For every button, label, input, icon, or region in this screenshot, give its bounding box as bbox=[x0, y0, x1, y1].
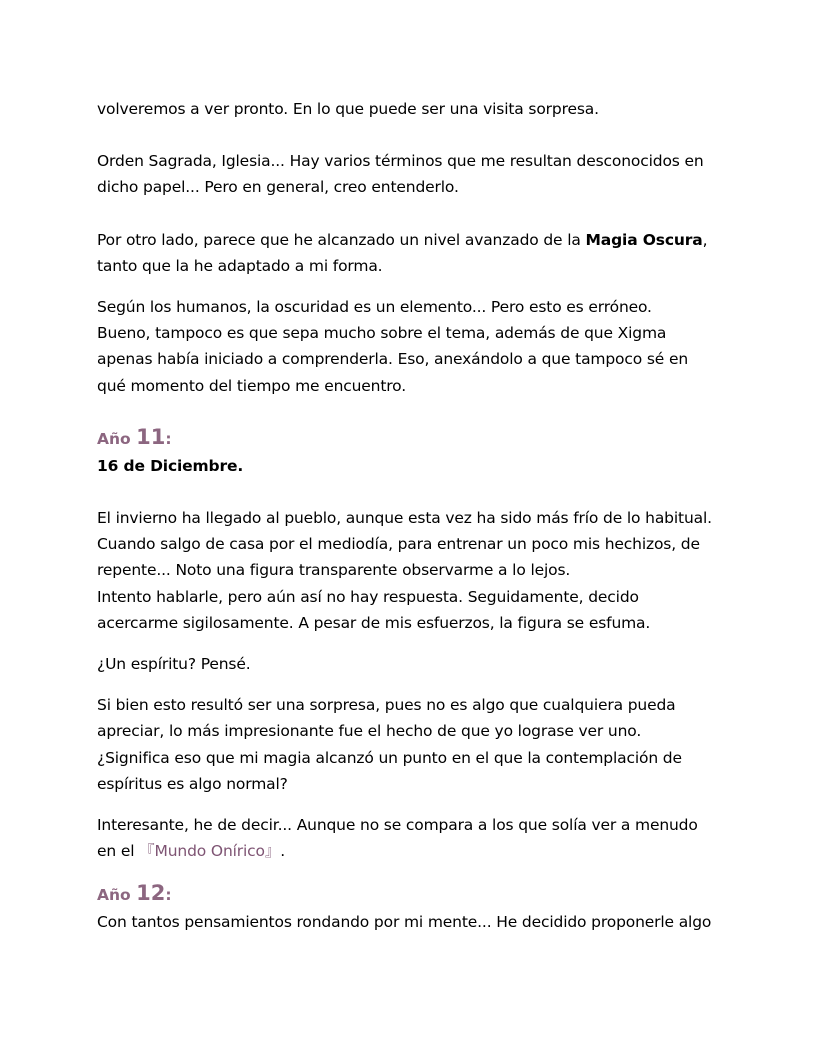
year-11-heading bbox=[97, 423, 720, 453]
paragraph-magic-point: ¿Significa eso que mi magia alcanzó un punto en el que la contemplación de espíritus es algo normal? bbox=[97, 748, 682, 793]
year-12-heading bbox=[97, 879, 720, 909]
dark-magic-text-after: , tanto que la he adaptado a mi forma. bbox=[97, 230, 708, 275]
paragraph-thoughts: Con tantos pensamientos rondando por mi mente... He decidido proponerle algo bbox=[97, 913, 712, 932]
dark-magic-term: Magia Oscura bbox=[585, 230, 703, 249]
paragraph-xigma: Bueno, tampoco es que sepa mucho sobre el tema, además de que Xigma apenas había iniciado a comprenderla. Eso, anexándolo a que tampoco sé en qué momento del tiempo me encuentro. bbox=[97, 324, 689, 395]
entry-date: 16 de Diciembre. bbox=[97, 456, 244, 475]
dark-magic-text-before: Por otro lado, parece que he alcanzado un nivel avanzado de la bbox=[97, 230, 586, 249]
paragraph-winter: El invierno ha llegado al pueblo, aunque esta vez ha sido más frío de lo habitual. Cuando salgo de casa por el mediodía, para entrenar un poco mis hechizos, de repente... Noto una figura transparente observarme a lo lejos. bbox=[97, 509, 712, 580]
paragraph-speak-attempt: Intento hablarle, pero aún así no hay respuesta. Seguidamente, decido acercarme sigilosamente. A pesar de mis esfuerzos, la figura se esfuma. bbox=[97, 587, 651, 632]
oneiric-text-after: . bbox=[280, 842, 285, 861]
paragraph-spirit-question: ¿Un espíritu? Pensé. bbox=[97, 655, 251, 674]
year-12-colon: : bbox=[165, 886, 172, 905]
paragraph-visit: volveremos a ver pronto. En lo que puede ser una visita sorpresa. bbox=[97, 100, 599, 118]
year-11-label: Año bbox=[97, 429, 137, 448]
year-12-number: 12 bbox=[136, 881, 166, 906]
paragraph-darkness-element: Según los humanos, la oscuridad es un elemento... Pero esto es erróneo. bbox=[97, 298, 652, 317]
oneiric-text-before: Interesante, he de decir... Aunque no se compara a los que solía ver a menudo en el bbox=[97, 816, 698, 861]
paragraph-terms: Orden Sagrada, Iglesia... Hay varios términos que me resultan desconocidos en dicho papel... Pero en general, creo entenderlo. bbox=[97, 152, 704, 197]
oneiric-world-term: 『Mundo Onírico』 bbox=[139, 842, 281, 861]
year-11-colon: : bbox=[165, 429, 172, 448]
paragraph-dark-magic bbox=[97, 227, 720, 279]
paragraph-oneiric-world bbox=[97, 812, 720, 864]
year-12-label: Año bbox=[97, 886, 137, 905]
paragraph-surprise: Si bien esto resultó ser una sorpresa, pues no es algo que cualquiera pueda apreciar, lo más impresionante fue el hecho de que yo lograse ver uno. bbox=[97, 696, 676, 741]
year-11-number: 11 bbox=[136, 424, 166, 449]
